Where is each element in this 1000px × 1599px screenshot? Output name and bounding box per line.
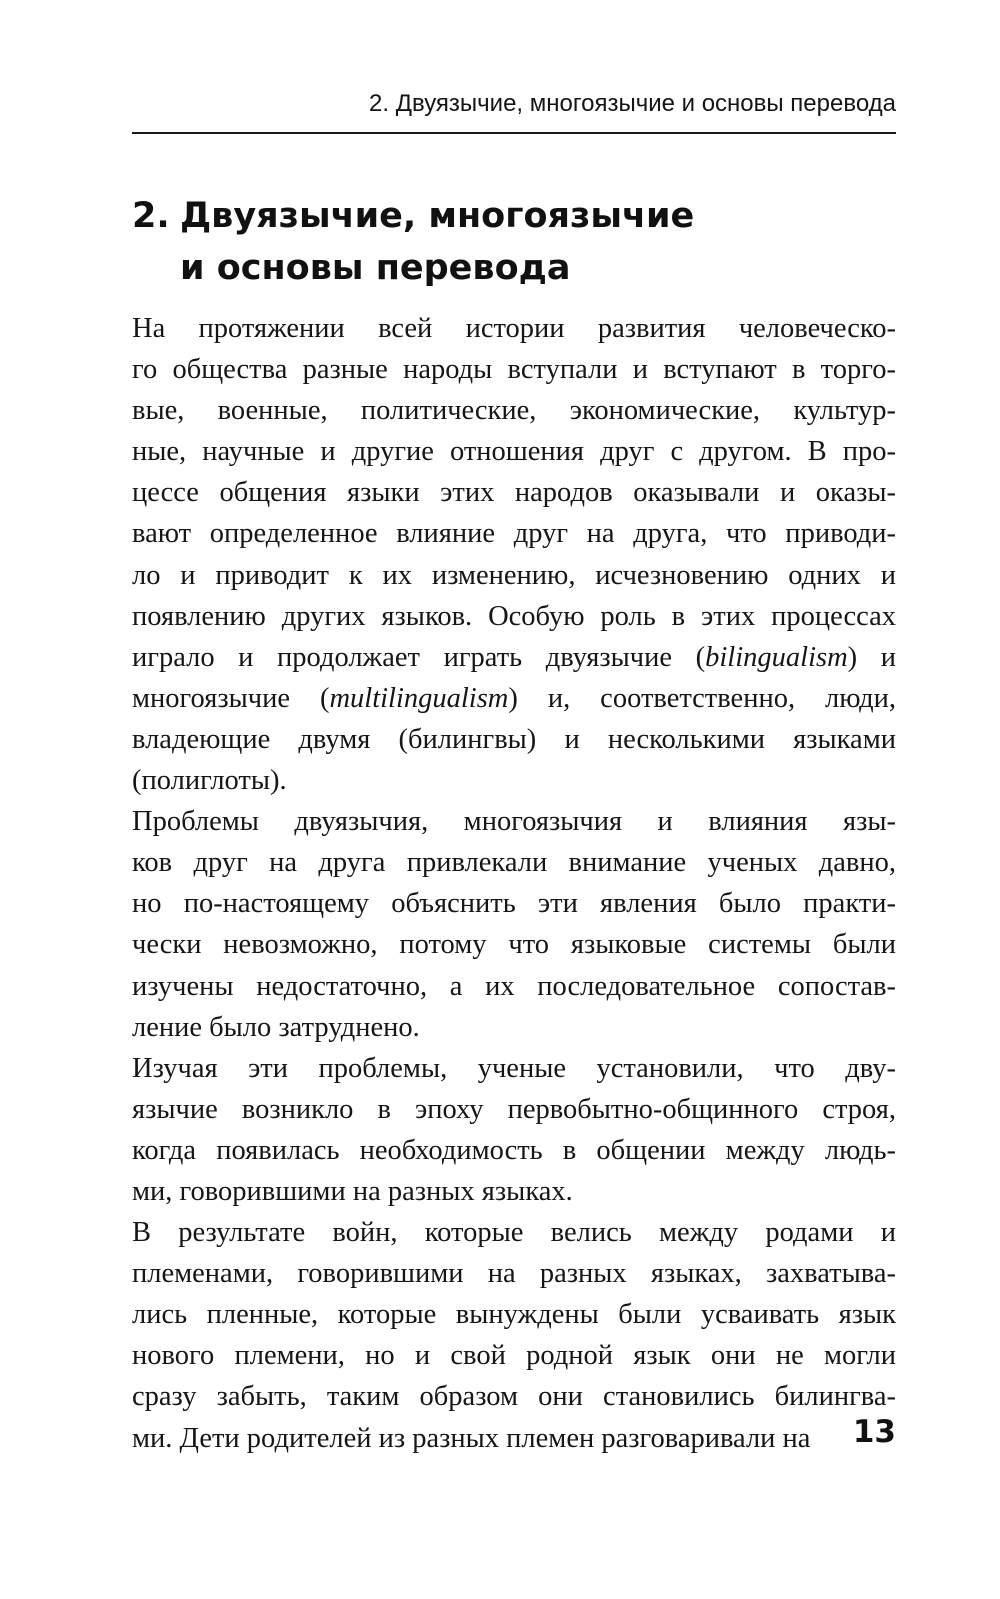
text-line: лись пленные, которые вынуждены были усваивать язык: [132, 1299, 896, 1331]
text-line: ков друг на друга привлекали внимание ученых давно,: [132, 847, 896, 879]
text-line: появлению других языков. Особую роль в этих процессах: [132, 600, 896, 632]
paragraph: [132, 1212, 896, 1459]
text-line: вые, военные, политические, экономические, культур-: [132, 395, 896, 427]
text-line: чески невозможно, потому что языковые системы были: [132, 929, 896, 961]
text-line: язычие возникло в эпоху первобытно-общинного строя,: [132, 1093, 896, 1125]
chapter-title-line2: и основы перевода: [180, 248, 571, 288]
text-line: ление было затруднено.: [132, 1011, 420, 1043]
text-line: ми, говорившими на разных языках.: [132, 1175, 573, 1207]
paragraph: [132, 308, 896, 801]
paragraph: [132, 1048, 896, 1212]
chapter-title-line1: Двуязычие, многоязычие: [180, 196, 695, 236]
running-head: 2. Двуязычие, многоязычие и основы перевода: [369, 90, 896, 117]
text-line: играло и продолжает играть двуязычие (bilingualism) и: [132, 641, 897, 673]
header-rule: [132, 132, 896, 134]
chapter-title: [132, 190, 896, 294]
paragraph: [132, 801, 896, 1048]
chapter-number: 2.: [132, 196, 170, 236]
text-line: ные, научные и другие отношения друг с другом. В про-: [132, 436, 896, 468]
body-text: [132, 308, 896, 1459]
text-line: На протяжении всей истории развития человеческо-: [132, 313, 896, 344]
page-number: 13: [852, 1414, 896, 1450]
text-line: В результате войн, которые велись между родами и: [132, 1217, 896, 1249]
text-line: цессе общения языки этих народов оказывали и оказы-: [132, 477, 896, 509]
text-line: изучены недостаточно, а их последовательное сопостав-: [132, 970, 896, 1002]
text-line: сразу забыть, таким образом они становились билингва-: [132, 1381, 896, 1413]
text-line: когда появилась необходимость в общении между людь-: [132, 1134, 896, 1166]
text-line: нового племени, но и свой родной язык они не могли: [132, 1340, 896, 1372]
text-line: Изучая эти проблемы, ученые установили, что дву-: [132, 1052, 896, 1084]
text-line: вают определенное влияние друг на друга, что приводи-: [132, 518, 896, 550]
text-line: ло и приводит к их изменению, исчезновению одних и: [132, 559, 896, 591]
text-line: племенами, говорившими на разных языках, захватыва-: [132, 1258, 896, 1290]
text-line: владеющие двумя (билингвы) и несколькими языками: [132, 723, 896, 755]
text-line: многоязычие (multilingualism) и, соответственно, люди,: [132, 682, 896, 714]
text-line: Проблемы двуязычия, многоязычия и влияния язы-: [132, 806, 896, 838]
text-line: (полиглоты).: [132, 765, 287, 797]
text-line: но по-настоящему объяснить эти явления было практи-: [132, 888, 896, 920]
text-line: го общества разные народы вступали и вступают в торго-: [132, 354, 896, 386]
text-line: ми. Дети родителей из разных племен разговаривали на: [132, 1422, 811, 1454]
